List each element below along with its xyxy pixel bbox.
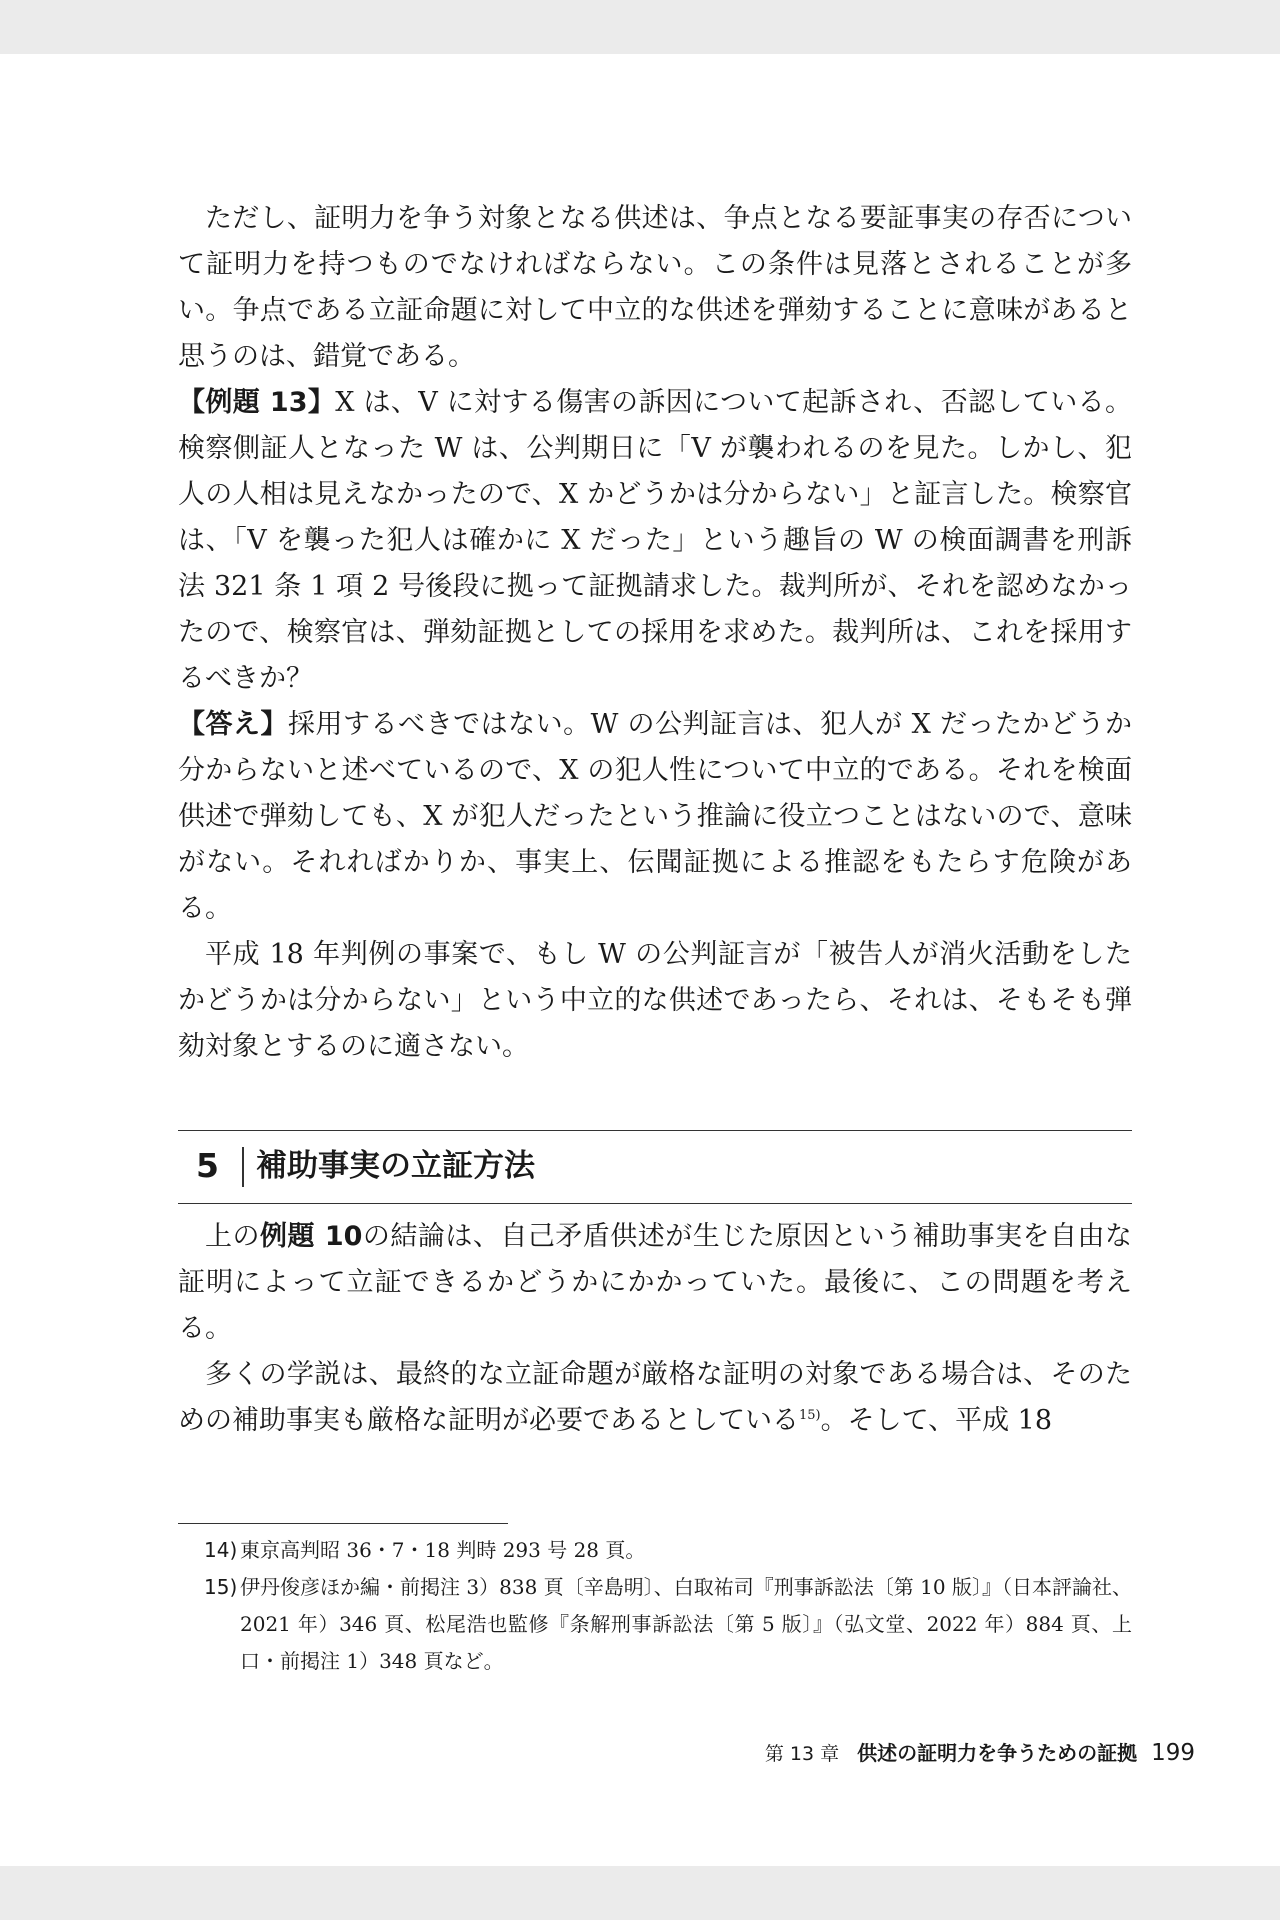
paragraph	[178, 1214, 1132, 1352]
footnote-rule	[178, 1523, 508, 1524]
footnote-text: 東京高判昭 36・7・18 判時 293 号 28 頁。	[240, 1538, 646, 1562]
example-text: X は、V に対する傷害の訴因について起訴され、否認している。検察側証人となった W は、公判期日に「V が襲われるのを見た。しかし、犯人の人相は見えなかったので、X かどうかは分からない」と証言した。検察官は、「V を襲った犯人は確かに X だった」という趣旨の W の検面調書を刑訴法 321 条 1 項 2 号後段に拠って証拠請求した。裁判所が、それを認めなかったので、検察官は、弾劾証拠としての採用を求めた。裁判所は、これを採用するべきか？	[178, 387, 1132, 694]
bottom-margin-band	[0, 1866, 1280, 1920]
footnote	[178, 1569, 1132, 1680]
footnotes	[178, 1532, 1132, 1680]
example-ref: 例題 10	[259, 1221, 363, 1252]
text-run: 上の	[205, 1221, 260, 1252]
body-text-1	[178, 196, 1132, 1070]
body-text-2	[178, 1214, 1132, 1444]
chapter-label: 第 13 章	[764, 1743, 840, 1765]
chapter-title: 供述の証明力を争うための証拠	[857, 1741, 1138, 1765]
text-run: 多くの学説は、最終的な立証命題が厳格な証明の対象である場合は、そのための補助事実も厳格な証明が必要であるとしている	[178, 1359, 1132, 1436]
answer	[178, 702, 1132, 932]
answer-label: 【答え】	[178, 709, 289, 740]
running-footer	[765, 1738, 1195, 1769]
answer-text: 採用するべきではない。W の公判証言は、犯人が X だったかどうか分からないと述べているので、X の犯人性について中立的である。それを検面供述で弾劾しても、X が犯人だったという推論に役立つことはないので、意味がない。それればかりか、事実上、伝聞証拠による推認をもたらす危険がある。	[178, 709, 1132, 924]
footnote-number: 14)	[204, 1538, 238, 1562]
footnote	[178, 1532, 1132, 1569]
text-run: 。そして、平成 18	[820, 1405, 1053, 1436]
footnote-ref: 15)	[799, 1408, 821, 1423]
example-13	[178, 380, 1132, 702]
paragraph: 平成 18 年判例の事案で、もし W の公判証言が「被告人が消火活動をしたかどうかは分からない」という中立的な供述であったら、それは、そもそも弾劾対象とするのに適さない。	[178, 939, 1132, 1062]
page-number: 199	[1151, 1740, 1195, 1766]
footnote-text: 伊丹俊彦ほか編・前掲注 3）838 頁〔辛島明〕、白取祐司『刑事訴訟法〔第 10 版〕』（日本評論社、2021 年）346 頁、松尾浩也監修『条解刑事訴訟法〔第 5 版〕』（弘文堂、2022 年）884 頁、上口・前掲注 1）348 頁など。	[240, 1575, 1132, 1673]
section-heading	[178, 1130, 1132, 1204]
footnote-number: 15)	[204, 1575, 238, 1599]
paragraph: ただし、証明力を争う対象となる供述は、争点となる要証事実の存否について証明力を持つものでなければならない。この条件は見落とされることが多い。争点である立証命題に対して中立的な供述を弾劾することに意味があると思うのは、錯覚である。	[178, 203, 1132, 372]
example-label: 【例題 13】	[178, 387, 336, 418]
section-title: 補助事実の立証方法	[256, 1148, 535, 1184]
text-run: の結論は、自己矛盾供述が生じた原因という補助事実を自由な証明によって立証できるかどうかにかかっていた。最後に、この問題を考える。	[178, 1221, 1133, 1344]
paragraph	[178, 1352, 1132, 1444]
section-divider	[242, 1147, 244, 1187]
top-margin-band	[0, 0, 1280, 54]
section-number: 5	[196, 1146, 219, 1185]
